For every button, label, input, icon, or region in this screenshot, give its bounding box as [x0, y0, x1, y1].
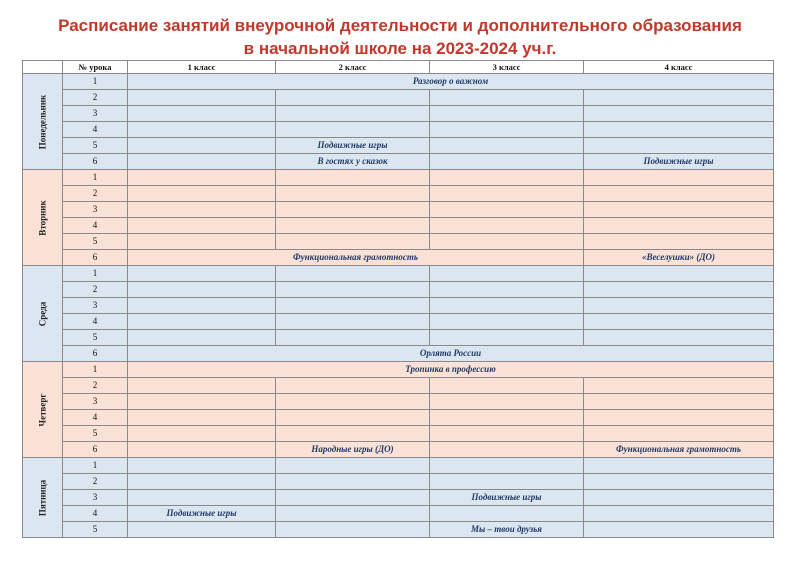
- empty-cell: [584, 490, 774, 506]
- empty-cell: [128, 298, 276, 314]
- lesson-number: 6: [63, 250, 128, 266]
- empty-cell: [430, 330, 584, 346]
- lesson-number: 1: [63, 74, 128, 90]
- table-row: [23, 490, 774, 506]
- table-row: [23, 266, 774, 282]
- activity-cell: Тропинка в профессию: [128, 362, 774, 378]
- table-row: [23, 234, 774, 250]
- empty-cell: [430, 298, 584, 314]
- table-row: [23, 442, 774, 458]
- empty-cell: [276, 474, 430, 490]
- header-lesson: № урока: [63, 61, 128, 74]
- empty-cell: [276, 202, 430, 218]
- table-row: [23, 218, 774, 234]
- lesson-number: 3: [63, 202, 128, 218]
- table-row: [23, 314, 774, 330]
- table-row: [23, 170, 774, 186]
- header-class-3: 3 класс: [430, 61, 584, 74]
- empty-cell: [584, 378, 774, 394]
- empty-cell: [276, 186, 430, 202]
- table-row: [23, 458, 774, 474]
- activity-cell: Народные игры (ДО): [276, 442, 430, 458]
- empty-cell: [584, 218, 774, 234]
- lesson-number: 5: [63, 426, 128, 442]
- table-row: [23, 474, 774, 490]
- empty-cell: [430, 90, 584, 106]
- lesson-number: 5: [63, 522, 128, 538]
- activity-cell: Подвижные игры: [584, 154, 774, 170]
- lesson-number: 1: [63, 362, 128, 378]
- empty-cell: [128, 378, 276, 394]
- empty-cell: [128, 202, 276, 218]
- empty-cell: [584, 506, 774, 522]
- empty-cell: [276, 106, 430, 122]
- table-row: [23, 90, 774, 106]
- activity-cell: Функциональная грамотность: [584, 442, 774, 458]
- empty-cell: [128, 442, 276, 458]
- empty-cell: [276, 90, 430, 106]
- empty-cell: [128, 490, 276, 506]
- lesson-number: 5: [63, 330, 128, 346]
- empty-cell: [584, 202, 774, 218]
- empty-cell: [430, 186, 584, 202]
- empty-cell: [430, 506, 584, 522]
- table-row: [23, 122, 774, 138]
- empty-cell: [584, 106, 774, 122]
- table-row: [23, 186, 774, 202]
- table-row: [23, 330, 774, 346]
- lesson-number: 5: [63, 138, 128, 154]
- empty-cell: [584, 266, 774, 282]
- empty-cell: [276, 490, 430, 506]
- empty-cell: [430, 266, 584, 282]
- header-class-4: 4 класс: [584, 61, 774, 74]
- table-row: [23, 410, 774, 426]
- empty-cell: [128, 186, 276, 202]
- empty-cell: [128, 266, 276, 282]
- lesson-number: 3: [63, 298, 128, 314]
- table-row: [23, 346, 774, 362]
- empty-cell: [430, 314, 584, 330]
- empty-cell: [128, 234, 276, 250]
- table-row: [23, 522, 774, 538]
- empty-cell: [584, 410, 774, 426]
- empty-cell: [276, 506, 430, 522]
- empty-cell: [276, 282, 430, 298]
- empty-cell: [584, 282, 774, 298]
- empty-cell: [430, 426, 584, 442]
- empty-cell: [276, 298, 430, 314]
- table-row: [23, 394, 774, 410]
- lesson-number: 3: [63, 490, 128, 506]
- lesson-number: 1: [63, 266, 128, 282]
- lesson-number: 4: [63, 218, 128, 234]
- empty-cell: [430, 378, 584, 394]
- empty-cell: [128, 522, 276, 538]
- empty-cell: [128, 394, 276, 410]
- empty-cell: [584, 298, 774, 314]
- table-row: [23, 202, 774, 218]
- table-row: [23, 106, 774, 122]
- day-monday: Понедельник: [23, 74, 63, 170]
- schedule-table: [22, 60, 774, 538]
- empty-cell: [276, 410, 430, 426]
- empty-cell: [128, 218, 276, 234]
- empty-cell: [430, 474, 584, 490]
- lesson-number: 6: [63, 442, 128, 458]
- table-row: [23, 506, 774, 522]
- empty-cell: [430, 170, 584, 186]
- empty-cell: [584, 170, 774, 186]
- day-wednesday: Среда: [23, 266, 63, 362]
- empty-cell: [128, 330, 276, 346]
- empty-cell: [276, 122, 430, 138]
- table-row: [23, 362, 774, 378]
- activity-cell: «Веселушки» (ДО): [584, 250, 774, 266]
- empty-cell: [584, 394, 774, 410]
- empty-cell: [276, 426, 430, 442]
- page-title: [0, 14, 800, 60]
- lesson-number: 1: [63, 170, 128, 186]
- empty-cell: [128, 122, 276, 138]
- lesson-number: 3: [63, 394, 128, 410]
- lesson-number: 1: [63, 458, 128, 474]
- activity-cell: Разговор о важном: [128, 74, 774, 90]
- lesson-number: 4: [63, 314, 128, 330]
- header-class-1: 1 класс: [128, 61, 276, 74]
- empty-cell: [128, 170, 276, 186]
- empty-cell: [128, 138, 276, 154]
- lesson-number: 2: [63, 282, 128, 298]
- header-day: [23, 61, 63, 74]
- lesson-number: 6: [63, 154, 128, 170]
- activity-cell: В гостях у сказок: [276, 154, 430, 170]
- day-thursday: Четверг: [23, 362, 63, 458]
- lesson-number: 4: [63, 410, 128, 426]
- empty-cell: [584, 314, 774, 330]
- activity-cell: Мы – твои друзья: [430, 522, 584, 538]
- empty-cell: [430, 410, 584, 426]
- lesson-number: 2: [63, 186, 128, 202]
- day-friday: Пятница: [23, 458, 63, 538]
- empty-cell: [128, 458, 276, 474]
- activity-cell: Орлята России: [128, 346, 774, 362]
- activity-cell: Подвижные игры: [128, 506, 276, 522]
- empty-cell: [584, 474, 774, 490]
- lesson-number: 3: [63, 106, 128, 122]
- empty-cell: [430, 202, 584, 218]
- empty-cell: [276, 218, 430, 234]
- lesson-number: 4: [63, 122, 128, 138]
- empty-cell: [430, 282, 584, 298]
- table-row: [23, 74, 774, 90]
- header-class-2: 2 класс: [276, 61, 430, 74]
- empty-cell: [128, 426, 276, 442]
- empty-cell: [128, 410, 276, 426]
- empty-cell: [584, 458, 774, 474]
- lesson-number: 5: [63, 234, 128, 250]
- table-row: [23, 426, 774, 442]
- empty-cell: [430, 442, 584, 458]
- empty-cell: [584, 330, 774, 346]
- lesson-number: 2: [63, 474, 128, 490]
- empty-cell: [430, 458, 584, 474]
- table-row: [23, 250, 774, 266]
- empty-cell: [276, 378, 430, 394]
- title-line-1: Расписание занятий внеурочной деятельности и дополнительного образования: [58, 16, 742, 35]
- empty-cell: [584, 234, 774, 250]
- table-row: [23, 138, 774, 154]
- empty-cell: [584, 90, 774, 106]
- empty-cell: [584, 426, 774, 442]
- table-row: [23, 298, 774, 314]
- empty-cell: [430, 394, 584, 410]
- empty-cell: [128, 154, 276, 170]
- empty-cell: [430, 234, 584, 250]
- empty-cell: [276, 266, 430, 282]
- empty-cell: [584, 186, 774, 202]
- empty-cell: [276, 170, 430, 186]
- activity-cell: Подвижные игры: [276, 138, 430, 154]
- activity-cell: Функциональная грамотность: [128, 250, 584, 266]
- title-line-2: в начальной школе на 2023-2024 уч.г.: [243, 39, 557, 58]
- empty-cell: [276, 330, 430, 346]
- empty-cell: [128, 314, 276, 330]
- empty-cell: [584, 138, 774, 154]
- empty-cell: [584, 122, 774, 138]
- lesson-number: 4: [63, 506, 128, 522]
- activity-cell: Подвижные игры: [430, 490, 584, 506]
- table-row: [23, 282, 774, 298]
- header-row: [23, 61, 774, 74]
- empty-cell: [430, 218, 584, 234]
- lesson-number: 2: [63, 378, 128, 394]
- lesson-number: 2: [63, 90, 128, 106]
- table-row: [23, 154, 774, 170]
- empty-cell: [276, 522, 430, 538]
- empty-cell: [128, 106, 276, 122]
- lesson-number: 6: [63, 346, 128, 362]
- empty-cell: [276, 394, 430, 410]
- empty-cell: [276, 234, 430, 250]
- empty-cell: [128, 90, 276, 106]
- empty-cell: [430, 106, 584, 122]
- empty-cell: [430, 122, 584, 138]
- empty-cell: [128, 474, 276, 490]
- empty-cell: [584, 522, 774, 538]
- empty-cell: [430, 138, 584, 154]
- empty-cell: [276, 314, 430, 330]
- table-row: [23, 378, 774, 394]
- empty-cell: [276, 458, 430, 474]
- empty-cell: [430, 154, 584, 170]
- day-tuesday: Вторник: [23, 170, 63, 266]
- empty-cell: [128, 282, 276, 298]
